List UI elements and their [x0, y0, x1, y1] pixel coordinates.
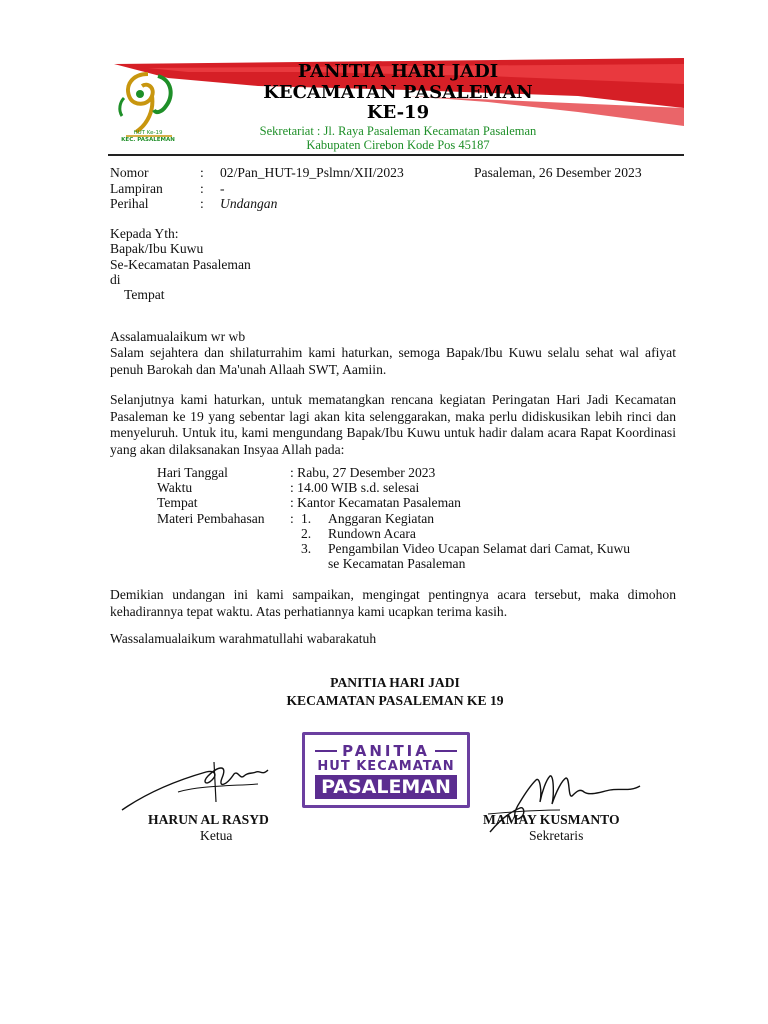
materi-colon: :: [290, 511, 294, 526]
lampiran-label: Lampiran: [110, 181, 163, 196]
materi-item-text: Anggaran Kegiatan: [328, 511, 435, 526]
stamp-inner: [311, 740, 461, 800]
recipient-line-2: Bapak/Ibu Kuwu: [110, 241, 204, 256]
materi-item-num: 2.: [301, 526, 312, 541]
waktu-label: Waktu: [157, 480, 193, 495]
logo-text-1: HUT Ke-19: [133, 130, 163, 136]
perihal-value: Undangan: [220, 196, 278, 211]
closing-greeting: Wassalamualaikum warahmatullahi wabarakatuh: [110, 631, 377, 646]
nomor-value: 02/Pan_HUT-19_Pslmn/XII/2023: [220, 165, 404, 180]
materi-label: Materi Pembahasan: [157, 511, 265, 526]
nomor-label: Nomor: [110, 165, 149, 180]
recipient-line-4: di: [110, 272, 121, 287]
letterhead-divider: [108, 154, 684, 156]
letterhead-secretariat-1: Sekretariat : Jl. Raya Pasaleman Kecamatan Pasaleman: [259, 124, 537, 138]
materi-item-num: 1.: [301, 511, 312, 526]
letterhead-title-3: KE-19: [366, 102, 430, 123]
chairman-role: Ketua: [200, 828, 233, 843]
greeting: Assalamualaikum wr wb: [110, 329, 246, 344]
logo-text-2: KEC. PASALEMAN: [121, 137, 175, 143]
recipient-line-1: Kepada Yth:: [110, 226, 179, 241]
materi-item-num: 3.: [301, 541, 312, 556]
paragraph-3: Demikian undangan ini kami sampaikan, mengingat pentingnya acara tersebut, maka dimohon kehadirannya tepat waktu. Atas perhatiannya kami ucapkan terima kasih.: [110, 587, 676, 619]
materi-item-text: Pengambilan Video Ucapan Selamat dari Camat, Kuwu: [328, 541, 631, 556]
logo-text: [110, 130, 186, 144]
letterhead-secretariat-2: Kabupaten Cirebon Kode Pos 45187: [306, 138, 490, 152]
hari-label: Hari Tanggal: [157, 465, 228, 480]
tempat-value: : Kantor Kecamatan Pasaleman: [290, 495, 461, 510]
materi-item-3-continued: se Kecamatan Pasaleman: [328, 556, 466, 571]
secretary-role: Sekretaris: [529, 828, 584, 843]
letterhead-title-1: PANITIA HARI JADI: [297, 61, 499, 82]
tempat-label: Tempat: [157, 495, 198, 510]
lampiran-colon: :: [200, 181, 204, 196]
letterhead-title-2: KECAMATAN PASALEMAN: [263, 82, 533, 103]
paragraph-2: Selanjutnya kami haturkan, untuk mematangkan rencana kegiatan Peringatan Hari Jadi Kecamatan Pasaleman ke 19 yang sebentar lagi akan kita selenggarakan, maka perlu didiskusikan lebih rinci dan menyeluruh. Untuk itu, kami mengundang Bapak/Ibu Kuwu untuk hadir dalam acara Rapat Koordinasi yang akan dilaksanakan Insyaa Allah pada:: [110, 392, 676, 457]
secretary-name: MAMAY KUSMANTO: [483, 812, 620, 827]
nomor-colon: :: [200, 165, 204, 180]
paragraph-1: Salam sejahtera dan shilaturrahim kami haturkan, semoga Bapak/Ibu Kuwu selalu sehat wal afiyat penuh Barokah dan Ma'unah Allaah SWT, Aamiin.: [110, 345, 676, 377]
recipient-line-3: Se-Kecamatan Pasaleman: [110, 257, 251, 272]
committee-stamp: [302, 732, 470, 808]
hari-value: : Rabu, 27 Desember 2023: [290, 465, 436, 480]
stamp-text-3: PASALEMAN: [315, 775, 457, 799]
perihal-colon: :: [200, 196, 204, 211]
chairman-name: HARUN AL RASYD: [148, 812, 269, 827]
place-date: Pasaleman, 26 Desember 2023: [474, 165, 642, 180]
materi-item-text: Rundown Acara: [328, 526, 416, 541]
perihal-label: Perihal: [110, 196, 149, 211]
signature-org-1: PANITIA HARI JADI: [330, 675, 460, 690]
signature-org-2: KECAMATAN PASALEMAN KE 19: [286, 693, 504, 708]
letterhead: [108, 56, 684, 160]
lampiran-value: -: [220, 181, 225, 196]
recipient-line-5: Tempat: [124, 287, 165, 302]
stamp-text-1: PANITIA: [342, 742, 430, 760]
stamp-text-2: HUT KECAMATAN: [317, 759, 455, 774]
waktu-value: : 14.00 WIB s.d. selesai: [290, 480, 420, 495]
